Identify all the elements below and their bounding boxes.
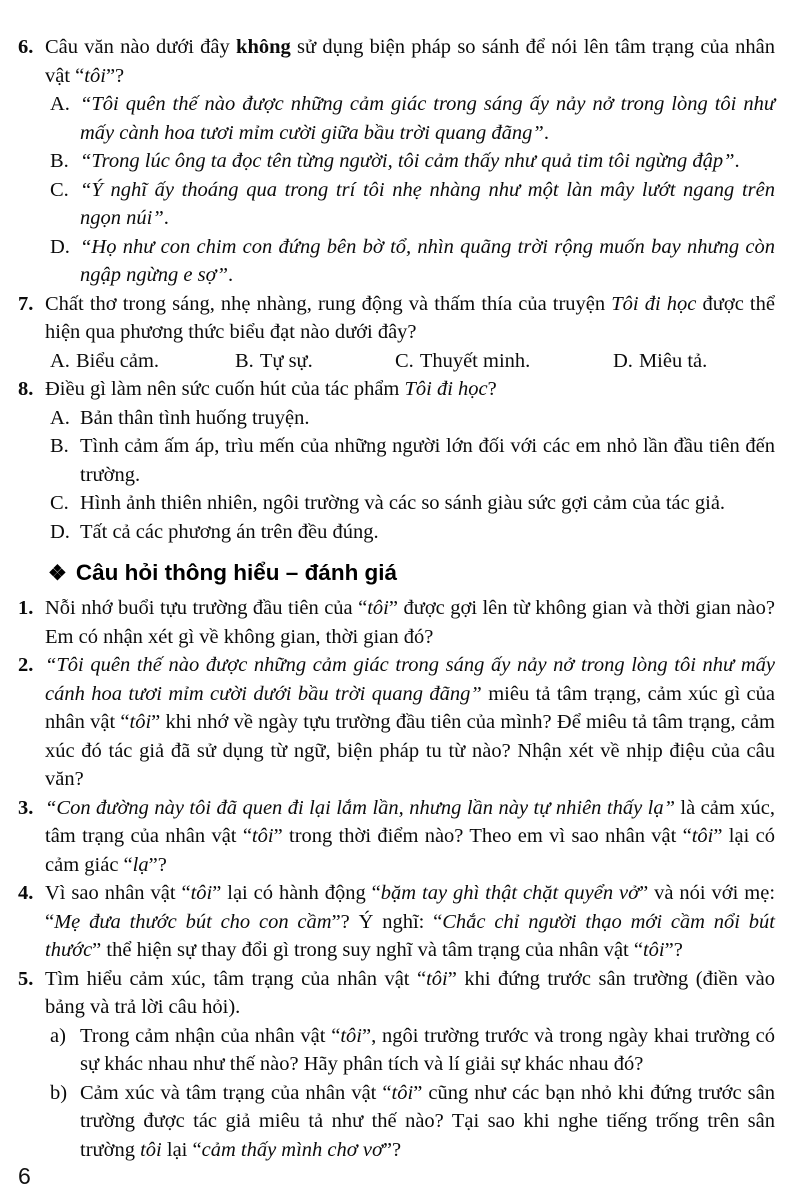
text-run: ” khi đứng trước sân trường (điền vào bảng và trả lời câu hỏi). [45,967,775,1018]
option-label: B. [235,349,254,372]
option-label: A. [50,406,70,429]
option-label: D. [50,520,70,543]
option-label: a) [50,1024,66,1047]
text-run: bặm tay ghì thật chặt quyển vở [380,882,640,904]
text-run: “Tôi quên thế nào được những cảm giác trong sáng ấy nảy nở trong lòng tôi như mấy cành hoa tươi mỉm cười giữa bầu trời quang đãng” [80,93,775,144]
question-number: 3. [18,796,34,819]
text-run: Tôi đi học [404,378,488,400]
page-content [18,33,775,1164]
question-7 [18,290,775,347]
text-run: . [734,150,740,172]
text-run: Tôi đi học [611,292,697,315]
option-label: A. [50,93,70,115]
question-number: 6. [18,36,34,58]
option-text: Tự sự. [259,349,313,372]
question-2 [18,651,775,794]
text-run: sử dụng biện pháp so sánh để nói lên tâm trạng của nhân vật “ [45,36,775,87]
text-run: lại “ [161,1138,202,1161]
text-run: tôi [691,825,714,847]
page-number: 6 [18,1162,31,1189]
option-text: Miêu tả. [638,349,708,372]
text-run: ”? [664,939,683,961]
question-5 [18,965,775,1022]
text-run: Tình cảm ấm áp, trìu mến của những người lớn đối với các em nhỏ lần đầu tiên đến trường. [80,435,775,486]
question-number: 1. [18,597,34,619]
option-D [18,233,775,290]
text-run: Hình ảnh thiên nhiên, ngôi trường và các so sánh giàu sức gợi cảm của tác giả. [80,492,726,514]
text-run: Câu văn nào dưới đây [45,36,237,58]
question-number: 2. [18,654,34,676]
text-run: “Họ như con chim con đứng bên bờ tổ, nhìn quãng trời rộng muốn bay nhưng còn ngập ngừng e sợ” [80,235,775,286]
text-run: “Trong lúc ông ta đọc tên từng người, tôi cảm thấy như quả tim tôi ngừng đập” [80,150,735,172]
text-run: ” và nói với mẹ: “ [45,882,776,933]
text-run: ” lại có hành động “ [212,882,381,904]
option-label: C. [50,492,69,514]
question-3 [18,794,775,880]
text-run: Tất cả các phương án trên đều đúng. [80,520,379,543]
text-run: tôi [391,1081,414,1104]
text-run: Điều gì làm nên sức cuốn hút của tác phẩm [45,378,405,400]
option-label: B. [50,435,69,457]
text-run: Cảm xúc và tâm trạng của nhân vật “ [80,1081,392,1104]
text-run: Bản thân tình huống truyện. [80,406,310,429]
question-number: 4. [18,882,34,904]
text-run: tôi [129,711,152,733]
text-run: lạ [132,853,149,876]
option-A [50,347,235,376]
text-run: “Tôi quên thế nào được những cảm giác trong sáng ấy nảy nở trong lòng tôi như mấy cánh hoa tươi mỉm cười dưới bầu trời quang đãng” [45,654,775,705]
text-run: ”? [382,1138,402,1161]
text-run: . [163,207,169,229]
section-heading [48,558,775,589]
text-run: là cảm xúc, tâm trạng của nhân vật “ [45,796,775,847]
text-run: ” thể hiện sự thay đổi gì trong suy nghĩ và tâm trạng của nhân vật “ [92,939,643,961]
text-run: ” khi nhớ về ngày tựu trường đầu tiên của mình? Để miêu tả tâm trạng, cảm xúc đó tác giả đã sử dụng từ ngữ, biện pháp tu từ nào? Nhận xét về nhịp điệu của câu văn? [45,711,775,790]
text-run: tôi [426,967,448,990]
option-label: A. [50,349,70,372]
option-D [613,347,707,376]
option-label: D. [50,235,70,258]
option-label: C. [395,349,414,372]
option-label: D. [613,349,633,372]
options-row [18,347,775,376]
option-B [18,147,775,176]
option-B [18,432,775,489]
text-run: ” được gợi lên từ không gian và thời gian nào? Em có nhận xét gì về không gian, thời gian đó? [45,597,776,648]
text-run: “Ý nghĩ ấy thoáng qua trong trí tôi nhẹ nhàng như một làn mây lướt ngang trên ngọn núi” [80,178,775,229]
text-run: ” lại có cảm giác “ [45,825,775,876]
text-run: ”? Ý nghĩ: “ [331,910,443,933]
option-B [235,347,395,376]
question-number: 8. [18,378,34,400]
text-run: được thể hiện qua phương thức biểu đạt nào dưới đây? [45,292,775,343]
text-run: tôi [642,939,665,961]
text-run: miêu tả tâm trạng, cảm xúc gì của nhân vật “ [45,682,775,733]
question-1 [18,594,775,651]
text-run: Mẹ đưa thước bút cho con cầm [54,910,332,933]
option-text: Biểu cảm. [75,349,160,372]
option-C [18,489,775,518]
text-run: Nỗi nhớ buổi tựu trường đầu tiên của “ [45,597,368,619]
question-8 [18,375,775,404]
option-C [18,176,775,233]
text-run: tôi [340,1024,362,1047]
section-heading-title: Câu hỏi thông hiểu – đánh giá [75,560,398,585]
text-run: ”, ngôi trường trước và trong ngày khai trường có sự khác nhau như thế nào? Hãy phân tích và lí giải sự khác nhau đó? [80,1024,776,1075]
question-6 [18,33,775,90]
text-run: ” cũng như các bạn nhỏ khi đứng trước sân trường được tác giả miêu tả như thế nào? Tại sao khi nghe tiếng trống trên sân trường [80,1081,775,1161]
text-run: ”? [148,853,167,876]
text-run: Chắc chỉ người thạo mới cầm nổi bút thước [45,910,775,961]
text-run: Tìm hiểu cảm xúc, tâm trạng của nhân vật “ [45,967,427,990]
text-run: . [543,121,549,144]
text-run: “Con đường này tôi đã quen đi lại lắm lần, nhưng lần này tự nhiên thấy lạ” [45,796,675,819]
text-run: ”? [105,64,125,87]
option-A [18,90,775,147]
text-run: tôi [84,64,106,87]
text-run: tôi [140,1138,162,1161]
text-run: Vì sao nhân vật “ [45,882,191,904]
diamond-bullet-icon: ❖ [48,562,67,585]
option-text: Thuyết minh. [419,349,531,372]
question-number: 5. [18,967,34,990]
text-run: không [236,36,291,58]
question-4 [18,879,775,965]
suboption-b [18,1079,775,1165]
text-run: Trong cảm nhận của nhân vật “ [80,1024,341,1047]
option-label: C. [50,178,69,201]
text-run: . [227,264,234,286]
text-run: ” trong thời điểm nào? Theo em vì sao nhân vật “ [273,825,692,847]
option-C [395,347,613,376]
option-label: B. [50,150,69,172]
text-run: tôi [367,597,389,619]
text-run: tôi [190,882,213,904]
option-A [18,404,775,433]
text-run: tôi [251,825,274,847]
option-D [18,518,775,547]
option-label: b) [50,1081,68,1104]
suboption-a [18,1022,775,1079]
question-number: 7. [18,292,34,315]
text-run: Chất thơ trong sáng, nhẹ nhàng, rung động và thấm thía của truyện [45,292,612,315]
text-run: ? [487,378,497,400]
text-run: cảm thấy mình chơ vơ [201,1138,383,1161]
